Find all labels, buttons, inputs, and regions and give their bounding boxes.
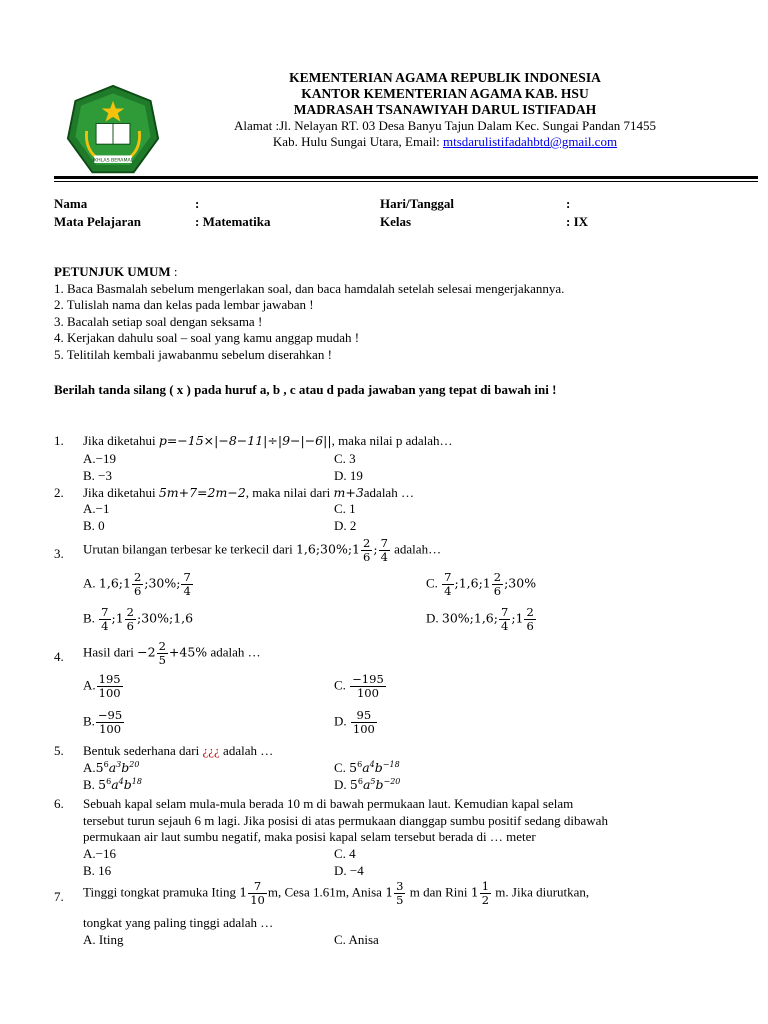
exam-page: IKHLAS BERAMAL KEMENTERIAN AGAMA REPUBLIK INDONESIA KANTOR KEMENTERIAN AGAMA KAB. HSU MADRASAH TSANAWIYAH DARUL ISTIFADAH Alamat :Jl. Nelayan RT. 03 Desa Banyu Tajun Dalam Kec. Sungai Pandan 71455 Kab. Hulu Sungai Utara, Email: mtsdarulistifadahbtd@gmail.com Nama : Hari/Tanggal : Mata Pelajaran : Matematika Kelas : IX PETUNJUK UMUM : 1. Baca Basmalah sebelum mengerlakan soal, dan baca hamdalah setelah selesai mengerjakannya. 2. Tulislah nama dan kelas pada lembar jawaban ! 3. Bacalah setiap soal dengan seksama ! 4. Kerjakan dahulu soal – soal yang kamu anggap mudah ! 5. Telitilah kembali jawabanmu sebelum diserahkan ! Berilah tanda silang ( x ) pada huruf a, b , c atau d pada jawaban yang tepat di bawah ini ! 1. Jika diketahui p=−15×|−8−11|÷|9−|−6||, maka nilai p adalah… A.−19 B. −3 C. 3 D. 19 2. Jika diketahui 5m+7=2m−2, maka nilai dari m+3adalah … A.−1 B. 0 C. 1 D. 2 3. Urutan bilangan terbesar ke terkecil dari 1,6;30%;1 $\frac{2}{6}$ ; $\frac{7}{4}$ adalah… A. 1,6;1 $\frac{2}{6}$ ;30%; $\frac{7}{4}$ B. $\frac{7}{4}$ ;1 $\frac{2}{6}$ ;30%;1,6 C. $\frac{7}{4}$ ;1,6;1 $\frac{2}{6}$ ;30% D. 30%;1,6; $\frac{7}{4}$ ;1 $\frac{2}{6}$ 4. Hasil dari −2 $\frac{2}{5}$ +45% adalah … A. $\frac{195}{100}$ B. $\frac{-95}{100}$ C. $\frac{-195}{100}$ D. $\frac{95}{100}$ 5. Bentuk sederhana dari ¿¿¿ adalah … $A.5^6a^3b^{20}$ B. $5^6a^4b^{18}$ C. $5^6a^4b^{-18}$ D. $5^6a^5b^{-20}$ 6. Sebuah kapal selam mula-mula berada 10 m di bawah permukaan laut. Kemudian kapal selam tersebut turun sejauh 6 m lagi. Jika posisi di atas permukaan dianggap sumbu positif sedang dibawah permukaan air laut sumbu negatif, maka posisi kapal selam tersebut berada di … meter A.−16 B. 16 C. 4 D. −4 7. Tinggi tongkat pramuka Iting 1 $\frac{7}{10}$ m, Cesa 1.61m, Anisa 1 $\frac{3}{5}$ m dan Rini 1 $\frac{1}{2}$ m. Jika diurutkan, tongkat yang paling tinggi adalah … A. Iting C. Anisa bbox=[0, 0, 768, 1024]
email-link[interactable]: mtsdarulistifadahbtd@gmail.com bbox=[442, 134, 618, 149]
q4-option-c[interactable]: C. $\frac{-195}{100}$ bbox=[334, 672, 384, 700]
header-school: MADRASAH TSANAWIYAH DARUL ISTIFADAH bbox=[293, 102, 597, 117]
q3-option-c[interactable]: C. $\frac{7}{4}$ ;1,6;1 $\frac{2}{6}$ ;30% bbox=[426, 570, 537, 598]
q5-option-a[interactable]: $A.5^6a^3b^{20}$ bbox=[83, 760, 140, 776]
q2-option-d[interactable]: D. 2 bbox=[334, 518, 357, 533]
q5-option-d[interactable]: D. $5^6a^5b^{-20}$ bbox=[334, 777, 401, 793]
q5-option-c[interactable]: C. $5^6a^4b^{-18}$ bbox=[334, 760, 400, 776]
q1-option-b[interactable]: B. −3 bbox=[83, 468, 113, 483]
q3-option-d[interactable]: D. 30%;1,6; $\frac{7}{4}$ ;1 $\frac{2}{6}$ bbox=[426, 605, 534, 633]
nama-label: Nama bbox=[54, 196, 88, 211]
q1-expression: p=−15×|−8−11|÷|9−|−6|| bbox=[158, 433, 332, 448]
letterhead bbox=[185, 70, 705, 150]
mapel-label: Mata Pelajaran bbox=[54, 214, 142, 229]
q3-option-a[interactable]: A. 1,6;1 $\frac{2}{6}$ ;30%; $\frac{7}{4}$ bbox=[83, 570, 191, 598]
nama-separator: : bbox=[195, 196, 200, 211]
kemenag-logo-icon bbox=[66, 84, 160, 178]
instruction-item: 2. Tulislah nama dan kelas pada lembar jawaban ! bbox=[54, 297, 314, 312]
header-ministry: KEMENTERIAN AGAMA REPUBLIK INDONESIA bbox=[289, 70, 601, 85]
q4-option-d[interactable]: D. $\frac{95}{100}$ bbox=[334, 708, 375, 736]
q4-option-b[interactable]: B. $\frac{-95}{100}$ bbox=[83, 708, 123, 736]
question-2: 2. Jika diketahui 5m+7=2m−2, maka nilai dari m+3adalah … bbox=[54, 485, 414, 500]
mapel-value: : Matematika bbox=[195, 214, 271, 229]
header-address-1: Alamat :Jl. Nelayan RT. 03 Desa Banyu Tajun Dalam Kec. Sungai Pandan 71455 bbox=[233, 118, 657, 133]
instruction-item: 1. Baca Basmalah sebelum mengerlakan soal, dan baca hamdalah setelah selesai mengerjakannya. bbox=[54, 280, 565, 296]
kelas-value: : IX bbox=[566, 214, 589, 229]
q2-option-a[interactable]: A.−1 bbox=[83, 501, 110, 516]
answer-instruction: Berilah tanda silang ( x ) pada huruf a, b , c atau d pada jawaban yang tepat di bawah ini ! bbox=[54, 382, 557, 397]
question-5: 5. Bentuk sederhana dari ¿¿¿ adalah … bbox=[54, 743, 274, 758]
question-6: 6. Sebuah kapal selam mula-mula berada 10 m di bawah permukaan laut. Kemudian kapal selam tersebut turun sejauh 6 m lagi. Jika posisi di atas permukaan dianggap sumbu positif sedang dibawah permukaan air laut sumbu negatif, maka posisi kapal selam tersebut berada di … meter bbox=[54, 796, 608, 844]
header-office: KANTOR KEMENTERIAN AGAMA KAB. HSU bbox=[301, 86, 589, 101]
q1-option-a[interactable]: A.−19 bbox=[83, 451, 116, 466]
q6-option-b[interactable]: B. 16 bbox=[83, 863, 112, 878]
q1-option-d[interactable]: D. 19 bbox=[334, 468, 363, 483]
instruction-item: 4. Kerjakan dahulu soal – soal yang kamu anggap mudah ! bbox=[54, 330, 360, 345]
question-1: 1. Jika diketahui p=−15×|−8−11|÷|9−|−6||, maka nilai p adalah… bbox=[54, 433, 453, 448]
q6-option-c[interactable]: C. 4 bbox=[334, 846, 356, 861]
q7-option-a[interactable]: A. Iting bbox=[83, 932, 124, 947]
instruction-item: 5. Telitilah kembali jawabanmu sebelum diserahkan ! bbox=[54, 346, 332, 362]
q2-option-c[interactable]: C. 1 bbox=[334, 501, 356, 516]
svg-text:IKHLAS BERAMAL: IKHLAS BERAMAL bbox=[92, 158, 134, 164]
hari-separator: : bbox=[566, 196, 571, 211]
instructions-title: PETUNJUK UMUM : bbox=[54, 264, 178, 279]
header-divider-thin bbox=[54, 181, 758, 182]
header-address-2: Kab. Hulu Sungai Utara, Email: mtsdarulistifadahbtd@gmail.com bbox=[272, 134, 618, 149]
q6-option-a[interactable]: A.−16 bbox=[83, 846, 116, 861]
q5-option-b[interactable]: B. $5^6a^4b^{18}$ bbox=[83, 777, 142, 793]
hari-label: Hari/Tanggal bbox=[380, 196, 454, 211]
header-divider-thick bbox=[54, 176, 758, 179]
q7-option-c[interactable]: C. Anisa bbox=[334, 932, 379, 947]
q6-option-d[interactable]: D. −4 bbox=[334, 863, 364, 878]
kelas-label: Kelas bbox=[380, 214, 412, 229]
q3-option-b[interactable]: B. $\frac{7}{4}$ ;1 $\frac{2}{6}$ ;30%;1,6 bbox=[83, 605, 194, 633]
instruction-item: 3. Bacalah setiap soal dengan seksama ! bbox=[54, 313, 263, 329]
q2-option-b[interactable]: B. 0 bbox=[83, 518, 105, 533]
general-instructions bbox=[54, 264, 564, 363]
q1-option-c[interactable]: C. 3 bbox=[334, 451, 356, 466]
q4-option-a[interactable]: A. $\frac{195}{100}$ bbox=[83, 672, 121, 700]
q7-line-2: tongkat yang paling tinggi adalah … bbox=[83, 915, 274, 930]
